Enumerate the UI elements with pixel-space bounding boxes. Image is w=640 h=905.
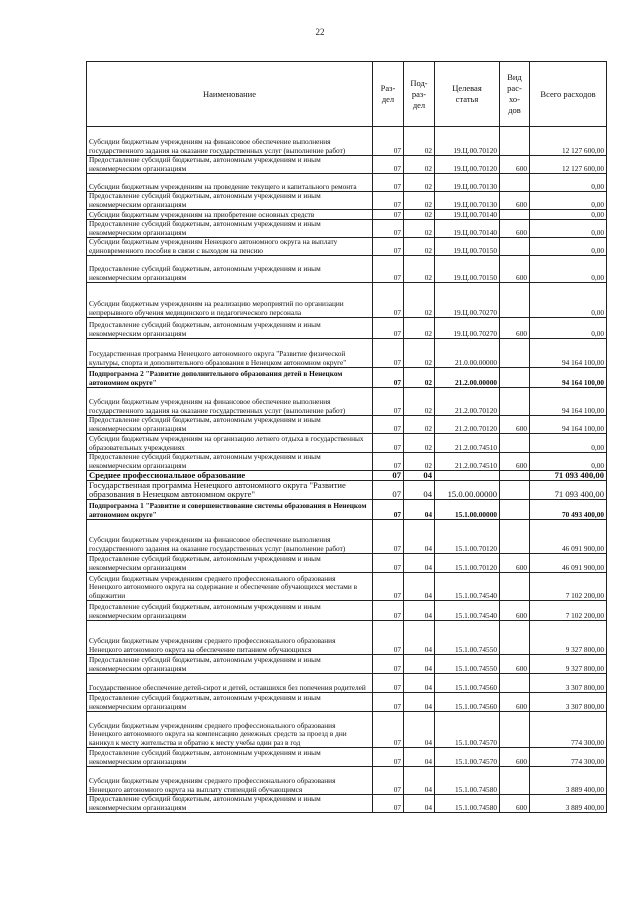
cell-name: Предоставление субсидий бюджетным, автономным учреждениям и иным некоммерческим организациям [87,693,373,712]
cell-subsection: 04 [404,520,435,554]
table-row [87,127,607,156]
cell-total: 0,00 [530,220,607,238]
table-row [87,368,607,388]
cell-name: Предоставление субсидий бюджетным, автономным учреждениям и иным некоммерческим организациям [87,220,373,238]
cell-section: 07 [373,434,404,453]
cell-total: 94 164 100,00 [530,368,607,388]
cell-total: 3 307 800,00 [530,693,607,712]
page-number: 22 [315,27,325,37]
cell-subsection: 04 [404,554,435,573]
cell-subsection: 04 [404,500,435,520]
cell-expense-type: 600 [500,220,530,238]
cell-subsection: 04 [404,573,435,601]
cell-expense-type [500,388,530,416]
cell-target-article: 19.Ц.00.70140 [435,220,500,238]
cell-subsection: 04 [404,767,435,795]
cell-target-article: 15.1.00.70120 [435,554,500,573]
cell-name: Подпрограмма 1 "Развитие и совершенствование системы образования в Ненецком автономном округе" [87,500,373,520]
table-row [87,283,607,318]
cell-total: 9 327 800,00 [530,655,607,674]
cell-target-article: 15.1.00.74570 [435,712,500,748]
cell-total: 71 093 400,00 [530,481,607,500]
cell-name: Субсидии бюджетным учреждениям среднего профессионального образования Ненецкого автономного округа на выплату стипендий обучающимся [87,767,373,795]
table-row [87,554,607,573]
cell-total: 46 091 900,00 [530,520,607,554]
cell-section: 07 [373,655,404,674]
cell-total: 12 127 600,00 [530,156,607,174]
cell-expense-type [500,434,530,453]
cell-total: 94 164 100,00 [530,388,607,416]
table-row [87,256,607,283]
cell-section: 07 [373,767,404,795]
cell-name: Субсидии бюджетным учреждениям на приобретение основных средств [87,210,373,220]
table-body [87,127,607,813]
cell-subsection: 04 [404,655,435,674]
cell-target-article: 21.2.00.00000 [435,368,500,388]
table-header [87,62,607,127]
cell-section: 07 [373,453,404,471]
cell-target-article: 21.2.00.70120 [435,388,500,416]
cell-expense-type [500,520,530,554]
cell-target-article: 15.1.00.74580 [435,795,500,813]
cell-total: 0,00 [530,238,607,256]
cell-target-article: 19.Ц.00.70270 [435,318,500,339]
cell-name: Субсидии бюджетным учреждениям на организацию летнего отдыха в государственных образовательных учреждениях [87,434,373,453]
cell-section: 07 [373,210,404,220]
table-row [87,500,607,520]
cell-subsection: 02 [404,434,435,453]
cell-total: 3 889 400,00 [530,767,607,795]
table-row [87,434,607,453]
cell-expense-type [500,368,530,388]
cell-section: 07 [373,573,404,601]
cell-section: 07 [373,712,404,748]
cell-subsection: 02 [404,192,435,210]
table-row [87,238,607,256]
cell-expense-type: 600 [500,192,530,210]
cell-expense-type [500,238,530,256]
cell-subsection: 02 [404,127,435,156]
cell-subsection: 04 [404,693,435,712]
cell-total: 70 493 400,00 [530,500,607,520]
cell-name: Предоставление субсидий бюджетным, автономным учреждениям и иным некоммерческим организациям [87,156,373,174]
cell-name: Среднее профессиональное образование [87,471,373,481]
cell-name: Государственное обеспечение детей-сирот и детей, оставшихся без попечения родителей [87,674,373,693]
cell-target-article: 15.1.00.74540 [435,573,500,601]
cell-name: Субсидии бюджетным учреждениям Ненецкого автономного округа на выплату единовременного пособия в связи с выходом на пенсию [87,238,373,256]
cell-expense-type [500,481,530,500]
table-row [87,621,607,655]
cell-subsection: 04 [404,712,435,748]
cell-name: Предоставление субсидий бюджетным, автономным учреждениям и иным некоммерческим организациям [87,416,373,434]
cell-target-article: 15.1.00.74570 [435,748,500,767]
cell-total: 774 300,00 [530,712,607,748]
cell-total: 12 127 600,00 [530,127,607,156]
cell-total: 774 300,00 [530,748,607,767]
cell-target-article: 19.Ц.00.70270 [435,283,500,318]
cell-subsection: 02 [404,283,435,318]
cell-expense-type [500,500,530,520]
cell-name: Предоставление субсидий бюджетным, автономным учреждениям и иным некоммерческим организациям [87,554,373,573]
cell-total: 0,00 [530,434,607,453]
cell-subsection: 04 [404,795,435,813]
table-row [87,655,607,674]
table-row [87,210,607,220]
cell-subsection: 04 [404,621,435,655]
cell-subsection: 02 [404,256,435,283]
cell-section: 07 [373,674,404,693]
cell-expense-type [500,339,530,368]
cell-expense-type [500,674,530,693]
cell-section: 07 [373,601,404,621]
cell-expense-type [500,174,530,192]
header-total-expenses: Всего расходов [530,62,607,127]
cell-expense-type [500,471,530,481]
cell-subsection: 02 [404,238,435,256]
cell-expense-type [500,210,530,220]
cell-total: 0,00 [530,256,607,283]
table-row [87,674,607,693]
cell-total: 94 164 100,00 [530,339,607,368]
cell-name: Субсидии бюджетным учреждениям на проведение текущего и капитального ремонта [87,174,373,192]
cell-section: 07 [373,220,404,238]
cell-total: 0,00 [530,210,607,220]
cell-total: 46 091 900,00 [530,554,607,573]
cell-total: 7 102 200,00 [530,601,607,621]
cell-total: 9 327 800,00 [530,621,607,655]
cell-name: Государственная программа Ненецкого автономного округа "Развитие физической культуры, спорта и дополнительного образования в Ненецком автономном округе" [87,339,373,368]
cell-section: 07 [373,174,404,192]
cell-section: 07 [373,368,404,388]
cell-subsection: 02 [404,416,435,434]
cell-target-article: 19.Ц.00.70120 [435,127,500,156]
cell-expense-type: 600 [500,655,530,674]
cell-section: 07 [373,693,404,712]
cell-section: 07 [373,127,404,156]
cell-section: 07 [373,388,404,416]
table-row [87,388,607,416]
cell-expense-type [500,283,530,318]
cell-expense-type: 600 [500,795,530,813]
header-target-article: Целевая статья [435,62,500,127]
cell-expense-type [500,127,530,156]
cell-expense-type: 600 [500,453,530,471]
cell-name: Предоставление субсидий бюджетным, автономным учреждениям и иным некоммерческим организациям [87,748,373,767]
table-row [87,601,607,621]
cell-expense-type [500,712,530,748]
table-row [87,767,607,795]
cell-subsection: 02 [404,453,435,471]
cell-total: 3 307 800,00 [530,674,607,693]
cell-section: 07 [373,554,404,573]
cell-target-article: 15.1.00.74550 [435,621,500,655]
cell-subsection: 02 [404,339,435,368]
cell-target-article: 15.1.00.70120 [435,520,500,554]
cell-target-article: 21.0.00.00000 [435,339,500,368]
table-row [87,481,607,500]
table-row [87,339,607,368]
cell-section: 07 [373,283,404,318]
cell-target-article: 19.Ц.00.70120 [435,156,500,174]
cell-name: Предоставление субсидий бюджетным, автономным учреждениям и иным некоммерческим организациям [87,601,373,621]
header-name: Наименование [87,62,373,127]
cell-name: Предоставление субсидий бюджетным, автономным учреждениям и иным некоммерческим организациям [87,256,373,283]
cell-target-article: 15.1.00.74540 [435,601,500,621]
cell-total: 94 164 100,00 [530,416,607,434]
cell-expense-type: 600 [500,693,530,712]
cell-target-article: 15.1.00.74550 [435,655,500,674]
cell-subsection: 02 [404,174,435,192]
table-row [87,220,607,238]
cell-name: Субсидии бюджетным учреждениям на финансовое обеспечение выполнения государственного задания на оказание государственных услуг (выполнение работ) [87,520,373,554]
cell-section: 07 [373,500,404,520]
cell-subsection: 02 [404,318,435,339]
table-row [87,471,607,481]
cell-subsection: 04 [404,471,435,481]
cell-name: Субсидии бюджетным учреждениям среднего профессионального образования Ненецкого автономного округа на содержание и обеспечение обучающихся местами в общежитии [87,573,373,601]
cell-expense-type: 600 [500,318,530,339]
header-expense-type: Вид рас- хо- дов [500,62,530,127]
table-row [87,192,607,210]
cell-target-article: 21.2.00.70120 [435,416,500,434]
table-row [87,174,607,192]
cell-section: 07 [373,238,404,256]
cell-target-article: 19.Ц.00.70130 [435,192,500,210]
cell-subsection: 04 [404,481,435,500]
table-row [87,156,607,174]
cell-target-article: 15.1.00.74560 [435,674,500,693]
cell-name: Субсидии бюджетным учреждениям на финансовое обеспечение выполнения государственного задания на оказание государственных услуг (выполнение работ) [87,127,373,156]
cell-expense-type [500,573,530,601]
table-row [87,453,607,471]
cell-section: 07 [373,621,404,655]
cell-name: Предоставление субсидий бюджетным, автономным учреждениям и иным некоммерческим организациям [87,655,373,674]
cell-target-article: 19.Ц.00.70150 [435,256,500,283]
cell-target-article: 19.Ц.00.70150 [435,238,500,256]
cell-total: 7 102 200,00 [530,573,607,601]
cell-section: 07 [373,192,404,210]
cell-section: 07 [373,256,404,283]
budget-table [86,61,607,813]
cell-expense-type: 600 [500,156,530,174]
cell-name: Предоставление субсидий бюджетным, автономным учреждениям и иным некоммерческим организациям [87,192,373,210]
table-row [87,748,607,767]
cell-total: 3 889 400,00 [530,795,607,813]
cell-section: 07 [373,318,404,339]
cell-expense-type: 600 [500,416,530,434]
cell-target-article: 15.0.00.00000 [435,481,500,500]
cell-section: 07 [373,481,404,500]
cell-section: 07 [373,156,404,174]
cell-section: 07 [373,520,404,554]
cell-name: Субсидии бюджетным учреждениям на финансовое обеспечение выполнения государственного задания на оказание государственных услуг (выполнение работ) [87,388,373,416]
table-row [87,318,607,339]
cell-expense-type [500,767,530,795]
cell-target-article: 15.1.00.00000 [435,500,500,520]
cell-subsection: 02 [404,368,435,388]
cell-expense-type: 600 [500,554,530,573]
cell-total: 0,00 [530,318,607,339]
cell-subsection: 04 [404,674,435,693]
cell-total: 0,00 [530,192,607,210]
table-row [87,712,607,748]
cell-expense-type: 600 [500,748,530,767]
cell-subsection: 02 [404,210,435,220]
cell-name: Предоставление субсидий бюджетным, автономным учреждениям и иным некоммерческим организациям [87,795,373,813]
table-row [87,795,607,813]
cell-target-article: 15.1.00.74580 [435,767,500,795]
header-subsection: Под- раз- дел [404,62,435,127]
cell-target-article: 21.2.00.74510 [435,434,500,453]
cell-subsection: 04 [404,601,435,621]
cell-expense-type [500,621,530,655]
cell-total: 0,00 [530,453,607,471]
cell-target-article: 15.1.00.74560 [435,693,500,712]
cell-name: Подпрограмма 2 "Развитие дополнительного образования детей в Ненецком автономном округе" [87,368,373,388]
cell-name: Субсидии бюджетным учреждениям среднего профессионального образования Ненецкого автономного округа на обеспечение питанием обучающихся [87,621,373,655]
cell-name: Предоставление субсидий бюджетным, автономным учреждениям и иным некоммерческим организациям [87,453,373,471]
cell-total: 0,00 [530,283,607,318]
cell-subsection: 04 [404,748,435,767]
cell-name: Предоставление субсидий бюджетным, автономным учреждениям и иным некоммерческим организациям [87,318,373,339]
cell-section: 07 [373,471,404,481]
cell-expense-type: 600 [500,256,530,283]
cell-section: 07 [373,339,404,368]
cell-expense-type: 600 [500,601,530,621]
cell-section: 07 [373,795,404,813]
cell-section: 07 [373,416,404,434]
cell-total: 71 093 400,00 [530,471,607,481]
cell-target-article [435,471,500,481]
table-row [87,573,607,601]
cell-target-article: 19.Ц.00.70140 [435,210,500,220]
cell-target-article: 21.2.00.74510 [435,453,500,471]
cell-target-article: 19.Ц.00.70130 [435,174,500,192]
cell-total: 0,00 [530,174,607,192]
cell-name: Государственная программа Ненецкого автономного округа "Развитие образования в Ненецком автономном округе" [87,481,373,500]
table-row [87,520,607,554]
cell-subsection: 02 [404,388,435,416]
cell-subsection: 02 [404,156,435,174]
table-row [87,693,607,712]
cell-section: 07 [373,748,404,767]
cell-subsection: 02 [404,220,435,238]
cell-name: Субсидии бюджетным учреждениям среднего профессионального образования Ненецкого автономного округа на компенсацию денежных средств за проезд в дни каникул к месту жительства и обратно к месту учебы один раз в год [87,712,373,748]
table-row [87,416,607,434]
header-section: Раз- дел [373,62,404,127]
cell-name: Субсидии бюджетным учреждениям на реализацию мероприятий по организации непрерывного обучения медицинского и педагогического персонала [87,283,373,318]
